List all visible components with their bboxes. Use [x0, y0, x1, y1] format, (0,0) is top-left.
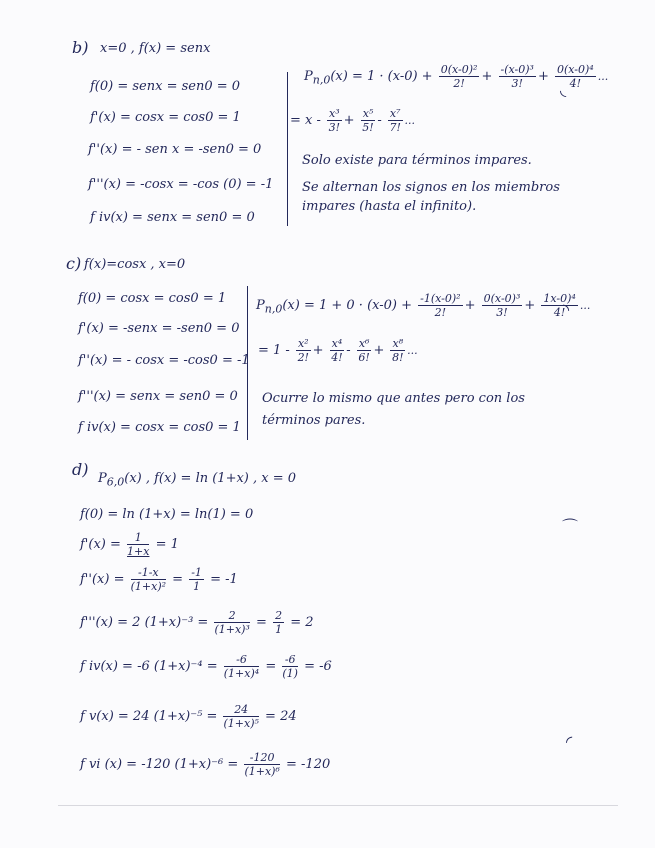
- fraction: $\frac{2}{1}$: [275, 609, 283, 636]
- section-d-line: f'(x) = $\frac{1}{1+x}$ = 1: [80, 531, 179, 558]
- section-b-divider: [287, 72, 288, 226]
- section-b-header: x=0 , f(x) = senx: [100, 41, 211, 56]
- fraction: $\frac{\text{0(x-0)⁴}}{4!}$: [556, 63, 594, 90]
- section-b-line: f iv(x) = senx = sen0 = 0: [90, 210, 255, 225]
- fraction: $\frac{\text{x⁷}}{7!}$: [389, 107, 401, 134]
- section-c-series: [258, 338, 418, 363]
- section-d-line: f vi (x) = -120 (1+x)⁻⁶ = $\frac{-120}{\text{(1+x)⁶}}$ = -120: [80, 751, 331, 778]
- ellipsis: ...: [404, 114, 415, 127]
- taylor-symbol: P: [304, 69, 313, 84]
- section-c-line: f'(x) = -senx = -sen0 = 0: [78, 321, 240, 336]
- section-d-line: f'''(x) = 2 (1+x)⁻³ = $\frac{2}{\text{(1+x)³}}$ = $\frac{2}{1}$ = 2: [80, 609, 314, 636]
- fraction: $\frac{-1-x}{\text{(1+x)²}}$: [130, 566, 167, 593]
- taylor-subscript: 6,0: [106, 475, 125, 489]
- section-c-note: Ocurre lo mismo que antes pero con los: [262, 391, 525, 406]
- ellipsis: ...: [597, 70, 609, 83]
- fraction: $\frac{\text{x⁵}}{5!}$: [362, 107, 374, 134]
- section-b-series: [290, 108, 415, 133]
- series-start: = 1 -: [258, 343, 290, 358]
- plus-sign: +: [343, 113, 355, 128]
- fraction: $\frac{\text{0(x-0)²}}{2!}$: [440, 63, 478, 90]
- taylor-subscript: n,0: [264, 302, 283, 316]
- scribble-mark: ◟: [560, 80, 567, 99]
- plus-sign: +: [373, 343, 385, 358]
- section-d-line: f v(x) = 24 (1+x)⁻⁵ = $\frac{24}{\text{(1+x)⁵}}$ = 24: [80, 703, 297, 730]
- fraction: $\frac{\text{1x-0)⁴}}{4!}$: [543, 292, 576, 319]
- plus-sign: +: [464, 298, 476, 313]
- minus-sign: -: [377, 113, 382, 128]
- fraction: $\frac{-120}{\text{(1+x)⁶}}$: [244, 751, 280, 778]
- section-d-line: f(0) = ln (1+x) = ln(1) = 0: [80, 507, 254, 522]
- taylor-symbol: P: [256, 298, 265, 313]
- section-c-note: términos pares.: [262, 413, 366, 428]
- section-c-divider: [247, 286, 248, 440]
- section-d-line: f''(x) = $\frac{-1-x}{\text{(1+x)²}}$ = $\frac{-1}{1}$ = -1: [80, 566, 238, 593]
- taylor-symbol: P: [98, 471, 107, 486]
- fraction: $\frac{-6}{\text{(1+x)⁴}}$: [223, 653, 260, 680]
- plus-sign: +: [312, 343, 324, 358]
- fraction: $\frac{\text{x²}}{2!}$: [297, 337, 309, 364]
- fraction: $\frac{1}{1+x}$: [127, 531, 150, 558]
- section-b-line: f''(x) = - sen x = -sen0 = 0: [88, 142, 262, 157]
- section-c-line: f'''(x) = senx = sen0 = 0: [78, 389, 238, 404]
- section-b-note: Solo existe para términos impares.: [302, 153, 532, 168]
- section-b-label: b): [72, 38, 89, 57]
- ellipsis: ...: [407, 344, 418, 357]
- series-start: = x -: [290, 113, 321, 128]
- fraction: $\frac{\text{-(x-0)³}}{3!}$: [500, 63, 534, 90]
- section-d-header: [98, 472, 296, 488]
- section-b-note: impares (hasta el infinito).: [302, 199, 477, 214]
- taylor-lhs: (x) = 1 + 0 · (x-0) +: [282, 298, 413, 313]
- section-c-line: f(0) = cosx = cos0 = 1: [78, 291, 227, 306]
- fraction: $\frac{24}{\text{(1+x)⁵}}$: [223, 703, 259, 730]
- section-c-header: f(x)=cosx , x=0: [84, 257, 186, 272]
- plus-sign: +: [524, 298, 536, 313]
- ellipsis: ...: [579, 299, 591, 312]
- plus-sign: +: [537, 69, 549, 84]
- fraction: $\frac{\text{x³}}{3!}$: [328, 107, 341, 134]
- section-c-taylor: [256, 293, 590, 318]
- fraction: $\frac{-6}{(1)}$: [282, 653, 298, 680]
- fraction: $\frac{\text{x⁸}}{8!}$: [392, 337, 404, 364]
- page-edge-line: [58, 805, 618, 806]
- fraction: $\frac{\text{x⁶}}{6!}$: [358, 337, 370, 364]
- section-b-line: f(0) = senx = sen0 = 0: [90, 79, 241, 94]
- scribble-mark: ◜: [566, 732, 573, 751]
- scribble-mark: ⌒: [562, 517, 579, 536]
- minus-sign: -: [346, 343, 351, 358]
- section-c-line: f iv(x) = cosx = cos0 = 1: [78, 420, 241, 435]
- section-c-label: c): [66, 254, 82, 273]
- section-d-line: f iv(x) = -6 (1+x)⁻⁴ = $\frac{-6}{\text{(1+x)⁴}}$ = $\frac{-6}{(1)}$ = -6: [80, 653, 332, 680]
- taylor-subscript: n,0: [312, 73, 331, 87]
- taylor-lhs: (x) = 1 · (x-0) +: [330, 69, 433, 84]
- scribble-mark: ◝: [563, 300, 570, 319]
- fraction: $\frac{2}{\text{(1+x)³}}$: [214, 609, 250, 636]
- fraction: $\frac{-1}{1}$: [191, 566, 202, 593]
- section-b-line: f'''(x) = -cosx = -cos (0) = -1: [88, 177, 274, 192]
- fraction: $\frac{\text{x⁴}}{4!}$: [331, 337, 343, 364]
- fraction: $\frac{\text{0(x-0)³}}{3!}$: [483, 292, 521, 319]
- plus-sign: +: [481, 69, 493, 84]
- section-c-line: f''(x) = - cosx = -cos0 = -1: [78, 353, 250, 368]
- fraction: $\frac{\text{-1(x-0)²}}{2!}$: [420, 292, 461, 319]
- section-b-note: Se alternan los signos en los miembros: [302, 180, 560, 195]
- section-d-label: d): [72, 460, 89, 479]
- section-b-line: f'(x) = cosx = cos0 = 1: [90, 110, 241, 125]
- section-d-header-rest: (x) , f(x) = ln (1+x) , x = 0: [124, 471, 297, 486]
